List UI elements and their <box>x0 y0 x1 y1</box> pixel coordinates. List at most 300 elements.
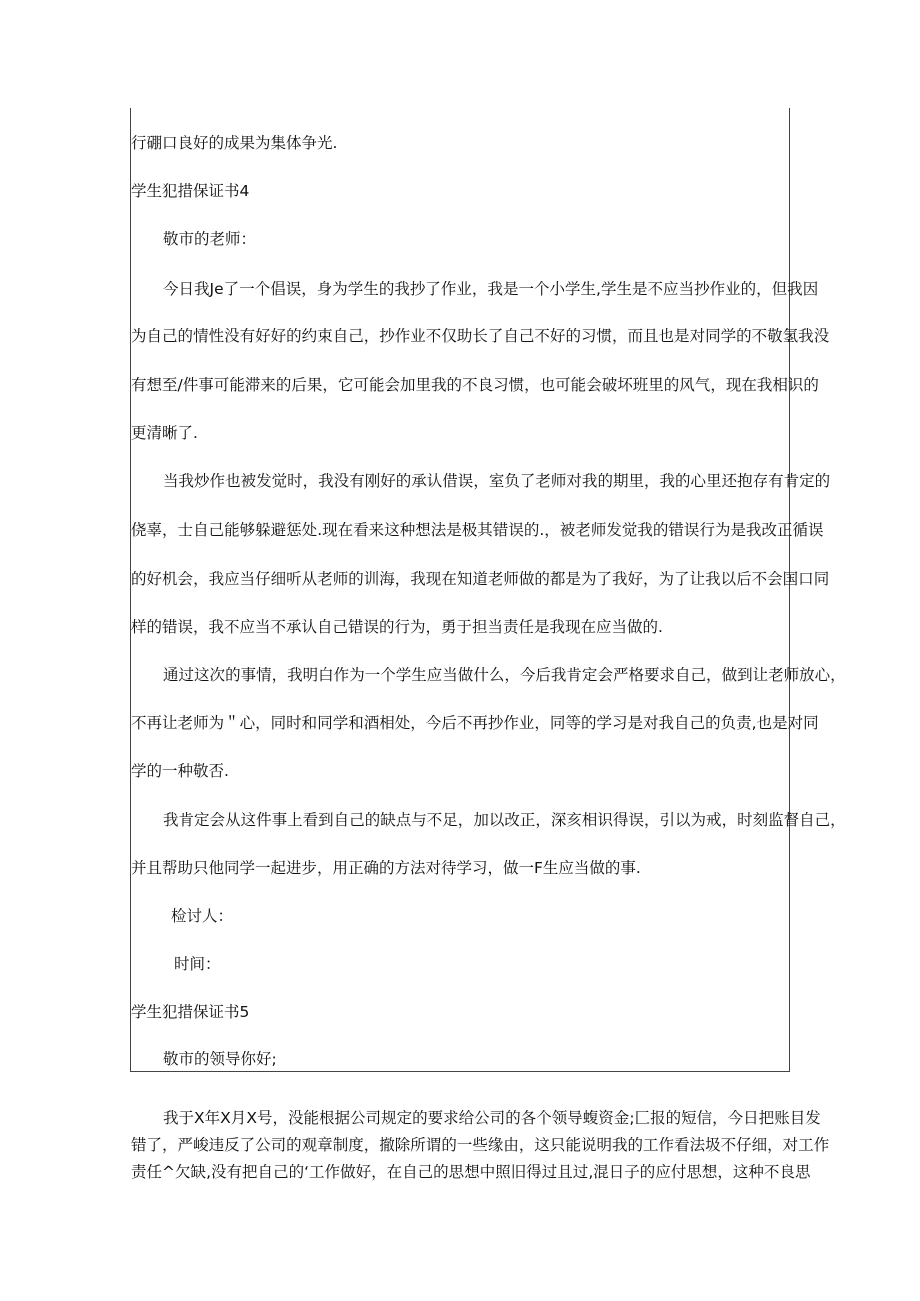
glyph: 加 <box>400 376 416 394</box>
glyph: 自 <box>146 327 163 345</box>
glyph: ， <box>322 376 338 394</box>
glyph: 班 <box>632 376 649 394</box>
glyph: 道 <box>472 570 488 588</box>
glyph: ， <box>255 714 271 732</box>
glyph: 对 <box>643 714 659 732</box>
glyph: 相 <box>772 376 788 394</box>
glyph: 想 <box>415 521 431 539</box>
glyph: ， <box>544 521 560 539</box>
glyph: 的 <box>131 570 147 588</box>
glyph: 现 <box>725 376 742 394</box>
glyph: 训 <box>363 570 380 588</box>
glyph: 这 <box>384 521 400 539</box>
glyph: 等 <box>565 714 581 732</box>
glyph: 仔 <box>736 1136 752 1154</box>
glyph: 做 <box>721 666 738 684</box>
glyph: ， <box>457 811 474 829</box>
glyph: 混 <box>593 1163 609 1181</box>
glyph: 再 <box>472 714 488 732</box>
glyph: 作 <box>209 472 226 490</box>
glyph: 的 <box>665 1109 682 1127</box>
glyph: 同 <box>705 327 721 345</box>
paragraph-2-line-4: 样的错误，我不应当不承认自己错误的行为，勇于担当责任是我现在应当做的. <box>131 618 663 636</box>
glyph: 各 <box>520 1109 537 1127</box>
glyph: 学 <box>720 327 737 345</box>
glyph: 被 <box>559 521 576 539</box>
glyph: 相 <box>379 714 395 732</box>
glyph: 来 <box>368 521 385 539</box>
glyph: 生 <box>363 280 379 298</box>
glyph: 我 <box>798 327 814 345</box>
glyph: . <box>317 521 323 539</box>
glyph: 当 <box>442 666 458 684</box>
glyph: 发 <box>256 472 272 490</box>
glyph: 有 <box>226 1163 243 1181</box>
signer-label: 检讨人： <box>171 907 234 925</box>
glyph: 规 <box>381 1109 397 1127</box>
glyph: 定 <box>799 472 815 490</box>
glyph: 长 <box>472 327 488 345</box>
glyph: ， <box>830 811 846 829</box>
glyph: 会 <box>384 376 400 394</box>
document-frame <box>130 108 790 1072</box>
glyph: 够 <box>239 521 256 539</box>
letter4-tail-line: 行硼口良好的成果为集体争光. <box>131 134 338 152</box>
glyph: 看 <box>353 521 369 539</box>
glyph: 中 <box>479 1163 496 1181</box>
glyph: 能 <box>303 1109 319 1127</box>
glyph: 惯 <box>508 376 525 394</box>
glyph: ， <box>473 472 489 490</box>
glyph: 但 <box>771 280 788 298</box>
glyph: 能 <box>570 376 587 394</box>
glyph: X <box>194 1109 205 1127</box>
glyph: 了 <box>146 1136 163 1154</box>
glyph: 现 <box>322 521 338 539</box>
glyph: 对 <box>787 714 804 732</box>
glyph: 了 <box>223 280 240 298</box>
glyph: 酒 <box>363 714 380 732</box>
glyph: 以 <box>675 811 691 829</box>
glyph: 些 <box>472 1136 488 1154</box>
glyph: 惩 <box>286 521 302 539</box>
glyph: 的 <box>378 280 395 298</box>
glyph: 当 <box>678 280 695 298</box>
glyph: 不 <box>426 811 443 829</box>
glyph: 负 <box>720 714 737 732</box>
glyph: 了 <box>674 570 690 588</box>
glyph: 老 <box>487 570 504 588</box>
glyph: 让 <box>162 714 178 732</box>
glyph: 督 <box>783 811 800 829</box>
glyph: 情 <box>256 666 272 684</box>
glyph: 也 <box>756 714 773 732</box>
glyph: 要 <box>427 1109 444 1127</box>
glyph: 付 <box>670 1163 687 1181</box>
glyph: 作 <box>324 1163 341 1181</box>
glyph: 个 <box>536 1109 552 1127</box>
glyph: 求 <box>443 1109 459 1127</box>
glyph: ， <box>271 666 288 684</box>
glyph: 细 <box>751 1136 768 1154</box>
glyph: 事 <box>271 811 288 829</box>
glyph: ， <box>410 714 426 732</box>
glyph: 会 <box>767 570 783 588</box>
glyph: 因 <box>802 280 819 298</box>
glyph: 一 <box>456 1136 473 1154</box>
glyph: 我 <box>431 376 447 394</box>
glyph: 发 <box>606 521 622 539</box>
glyph: 法 <box>430 521 447 539</box>
glyph: 心 <box>814 666 831 684</box>
glyph: 让 <box>689 570 706 588</box>
glyph: 肯 <box>566 666 582 684</box>
glyph: 的 <box>597 472 613 490</box>
glyph: ， <box>371 1163 387 1181</box>
glyph: 误 <box>285 280 302 298</box>
glyph: 账 <box>774 1109 790 1127</box>
glyph: 给 <box>458 1109 475 1127</box>
glyph: 抄 <box>487 714 504 732</box>
glyph: 好 <box>355 1163 372 1181</box>
glyph: 我 <box>745 521 762 539</box>
glyph: 我 <box>550 666 567 684</box>
paragraph-2-line-1 <box>163 471 831 491</box>
glyph: 让 <box>752 666 769 684</box>
glyph: 了 <box>425 280 441 298</box>
glyph: 作 <box>333 666 350 684</box>
glyph: 良 <box>779 1163 795 1181</box>
glyph: 峻 <box>193 1136 209 1154</box>
glyph: 自 <box>799 811 815 829</box>
glyph: 作 <box>394 327 411 345</box>
glyph: 心 <box>239 714 256 732</box>
glyph: 误 <box>628 811 644 829</box>
glyph: 了 <box>239 1136 256 1154</box>
glyph: 日 <box>743 1109 759 1127</box>
glyph: 工 <box>643 1136 659 1154</box>
glyph: 这 <box>732 1163 749 1181</box>
glyph: 点 <box>395 811 412 829</box>
glyph: 抄 <box>694 280 710 298</box>
glyph: 定 <box>396 1109 413 1127</box>
glyph: ， <box>302 472 319 490</box>
glyph: 不 <box>462 376 478 394</box>
glyph: 师 <box>783 666 800 684</box>
glyph: e <box>214 280 224 298</box>
glyph: 不 <box>534 327 550 345</box>
paragraph-4-line-2: 并且帮助只他同学一起进步，用正确的方法对待学习，做一F生应当做的事. <box>131 859 641 877</box>
glyph: 个 <box>380 666 396 684</box>
glyph: 欠 <box>175 1163 191 1181</box>
glyph: 破 <box>601 376 618 394</box>
glyph: 躲 <box>255 521 271 539</box>
glyph: 相 <box>581 811 598 829</box>
glyph: 师 <box>590 521 607 539</box>
glyph: 改 <box>761 521 778 539</box>
glyph: 业 <box>456 280 472 298</box>
glyph: 一 <box>364 666 381 684</box>
glyph: 日 <box>608 1163 625 1181</box>
glyph: ， <box>193 570 209 588</box>
glyph: 至 <box>162 376 178 394</box>
glyph: 习 <box>580 327 597 345</box>
glyph: 据 <box>334 1109 351 1127</box>
glyph: 会 <box>586 376 602 394</box>
glyph: 觉 <box>621 521 638 539</box>
glyph: 了 <box>596 570 612 588</box>
glyph: 的 <box>627 1136 644 1154</box>
glyph: 没 <box>333 472 350 490</box>
glyph: 业 <box>725 280 741 298</box>
glyph: 我 <box>611 1136 628 1154</box>
glyph: 负 <box>504 472 520 490</box>
glyph: 今 <box>519 666 536 684</box>
glyph: 现 <box>425 570 442 588</box>
glyph: 思 <box>686 1163 702 1181</box>
glyph: , <box>751 714 757 732</box>
glyph: 我 <box>163 1109 179 1127</box>
glyph: 的 <box>705 714 721 732</box>
glyph: 的 <box>412 1109 428 1127</box>
glyph: 思 <box>794 1163 811 1181</box>
glyph: 在 <box>441 570 457 588</box>
glyph: 应 <box>655 1163 671 1181</box>
glyph: 后 <box>535 666 551 684</box>
glyph: 报 <box>650 1109 666 1127</box>
paragraph-2-line-2 <box>131 520 824 540</box>
glyph: ＂ <box>224 714 240 732</box>
glyph: 度 <box>348 1136 364 1154</box>
glyph: 的 <box>275 376 292 394</box>
glyph: 想 <box>464 1163 480 1181</box>
glyph: 业 <box>518 714 535 732</box>
glyph: 的 <box>639 1163 656 1181</box>
glyph: 借 <box>442 472 458 490</box>
glyph: ， <box>504 666 520 684</box>
glyph: 己 <box>518 327 535 345</box>
glyph: 在 <box>337 521 354 539</box>
paragraph-1-line-3 <box>131 375 819 395</box>
glyph: 在 <box>386 1163 403 1181</box>
glyph: 好 <box>255 327 271 345</box>
glyph: J <box>209 280 215 298</box>
glyph: 老 <box>768 666 784 684</box>
glyph: ， <box>534 714 550 732</box>
glyph: 的 <box>814 472 831 490</box>
glyph: 的 <box>534 570 550 588</box>
glyph: 的 <box>441 1136 457 1154</box>
glyph: 会 <box>209 811 226 829</box>
glyph: 是 <box>772 714 788 732</box>
glyph: 不 <box>763 1163 780 1181</box>
glyph: 的 <box>395 472 412 490</box>
glyph: 老 <box>317 570 333 588</box>
glyph: 缺 <box>190 1163 207 1181</box>
glyph: ， <box>518 1136 535 1154</box>
glyph: 监 <box>768 811 784 829</box>
glyph: 资 <box>598 1109 614 1127</box>
glyph: 责 <box>736 714 752 732</box>
glyph: 抱 <box>737 472 753 490</box>
glyph: 自 <box>193 521 209 539</box>
glyph: 避 <box>270 521 287 539</box>
glyph: ， <box>767 1136 783 1154</box>
glyph: 时 <box>286 714 302 732</box>
glyph: 能 <box>565 1136 581 1154</box>
glyph: 自 <box>257 1163 274 1181</box>
paragraph-1-line-2 <box>131 326 830 346</box>
glyph: 为 <box>580 570 597 588</box>
glyph: 我 <box>194 280 210 298</box>
glyph: 我 <box>163 811 179 829</box>
glyph: 刚 <box>364 472 381 490</box>
glyph: 会 <box>597 666 613 684</box>
glyph: 束 <box>317 327 333 345</box>
glyph: 时 <box>287 472 303 490</box>
glyph: 师 <box>550 472 567 490</box>
glyph: 来 <box>260 376 276 394</box>
glyph: 我 <box>394 280 410 298</box>
glyph: 由 <box>503 1136 519 1154</box>
glyph: 亥 <box>566 811 582 829</box>
glyph: 定 <box>194 811 210 829</box>
glyph: 识 <box>787 376 804 394</box>
glyph: 作 <box>709 280 726 298</box>
glyph: ， <box>710 376 726 394</box>
glyph: 做 <box>340 1163 356 1181</box>
glyph: 里 <box>648 376 664 394</box>
glyph: 我 <box>318 472 334 490</box>
glyph: 严 <box>612 666 629 684</box>
glyph: 从 <box>301 570 318 588</box>
glyph: 个 <box>254 280 271 298</box>
salutation-letter-5: 敬市的领导你好; <box>163 1050 277 1068</box>
glyph: 我 <box>178 472 195 490</box>
glyph: 把 <box>242 1163 258 1181</box>
glyph: 作 <box>503 714 519 732</box>
glyph: ， <box>706 666 722 684</box>
glyph: 制 <box>332 1136 349 1154</box>
glyph: 除 <box>394 1136 411 1154</box>
glyph: 没 <box>224 327 240 345</box>
glyph: ， <box>363 1136 380 1154</box>
glyph: 小 <box>549 280 566 298</box>
glyph: 公 <box>350 1109 366 1127</box>
glyph: 过 <box>178 666 195 684</box>
salutation-letter-4: 敬市的老师： <box>163 230 257 248</box>
glyph: 匚 <box>634 1109 651 1127</box>
glyph: 应 <box>224 570 240 588</box>
glyph: 么 <box>488 666 505 684</box>
glyph: 己 <box>162 327 178 345</box>
glyph: 仅 <box>441 327 457 345</box>
glyph: 任 <box>146 1163 163 1181</box>
glyph: 学 <box>332 714 349 732</box>
glyph: 气 <box>694 376 711 394</box>
glyph: 后 <box>291 376 307 394</box>
glyph: 我 <box>287 666 303 684</box>
glyph: 生 <box>411 666 427 684</box>
glyph: 期 <box>612 472 629 490</box>
glyph: 发 <box>805 1109 821 1127</box>
glyph: 情 <box>193 327 209 345</box>
glyph: 我 <box>705 570 721 588</box>
glyph: 学 <box>395 666 412 684</box>
glyph: 好 <box>146 570 163 588</box>
glyph: 生 <box>580 280 597 298</box>
glyph: 放 <box>799 666 815 684</box>
glyph: 应 <box>663 280 679 298</box>
glyph: 不 <box>647 280 664 298</box>
glyph: 得 <box>612 811 629 829</box>
glyph: 到 <box>737 666 753 684</box>
glyph: 件 <box>256 811 272 829</box>
glyph: 室 <box>488 472 505 490</box>
glyph: 的 <box>736 327 752 345</box>
glyph: 惯 <box>596 327 612 345</box>
glyph: 可 <box>353 376 369 394</box>
glyph: ; <box>629 1109 635 1127</box>
glyph: , <box>206 1163 211 1181</box>
glyph: 谓 <box>425 1136 442 1154</box>
glyph: 不 <box>131 714 147 732</box>
glyph: 说 <box>580 1136 597 1154</box>
glyph: 氢 <box>782 327 799 345</box>
glyph: 误 <box>683 521 700 539</box>
glyph: ， <box>394 570 411 588</box>
glyph: 倡 <box>270 280 286 298</box>
glyph: 且 <box>643 327 659 345</box>
glyph: 时 <box>737 811 753 829</box>
glyph: 老 <box>177 714 194 732</box>
glyph: 白 <box>318 666 334 684</box>
glyph: ， <box>643 811 660 829</box>
glyph: 里 <box>628 472 644 490</box>
glyph: X <box>246 1109 257 1127</box>
glyph: 事 <box>198 376 214 394</box>
glyph: 的 <box>288 1163 305 1181</box>
glyph: 好 <box>627 570 644 588</box>
glyph: 同 <box>803 714 819 732</box>
glyph: 辜 <box>146 521 163 539</box>
glyph: ， <box>721 811 738 829</box>
glyph: 作 <box>813 1136 830 1154</box>
glyph: 了 <box>519 472 536 490</box>
glyph: 细 <box>270 570 287 588</box>
glyph: 口 <box>798 570 814 588</box>
glyph: 不 <box>751 570 768 588</box>
glyph: 缺 <box>380 811 396 829</box>
glyph: 个 <box>533 280 550 298</box>
glyph: 今 <box>727 1109 744 1127</box>
glyph: 可 <box>555 376 571 394</box>
glyph: 对 <box>689 327 706 345</box>
glyph: 的 <box>286 327 302 345</box>
glyph: 有 <box>239 327 256 345</box>
glyph: 得 <box>526 1163 542 1181</box>
glyph: 为 <box>131 327 147 345</box>
glyph: 我 <box>581 472 598 490</box>
glyph: 子 <box>624 1163 640 1181</box>
glyph: 种 <box>399 521 416 539</box>
paragraph-4-line-1 <box>163 810 846 830</box>
glyph: 违 <box>208 1136 225 1154</box>
glyph: 仔 <box>255 570 271 588</box>
glyph: 也 <box>225 472 241 490</box>
glyph: 今 <box>163 280 179 298</box>
glyph: 所 <box>410 1136 426 1154</box>
